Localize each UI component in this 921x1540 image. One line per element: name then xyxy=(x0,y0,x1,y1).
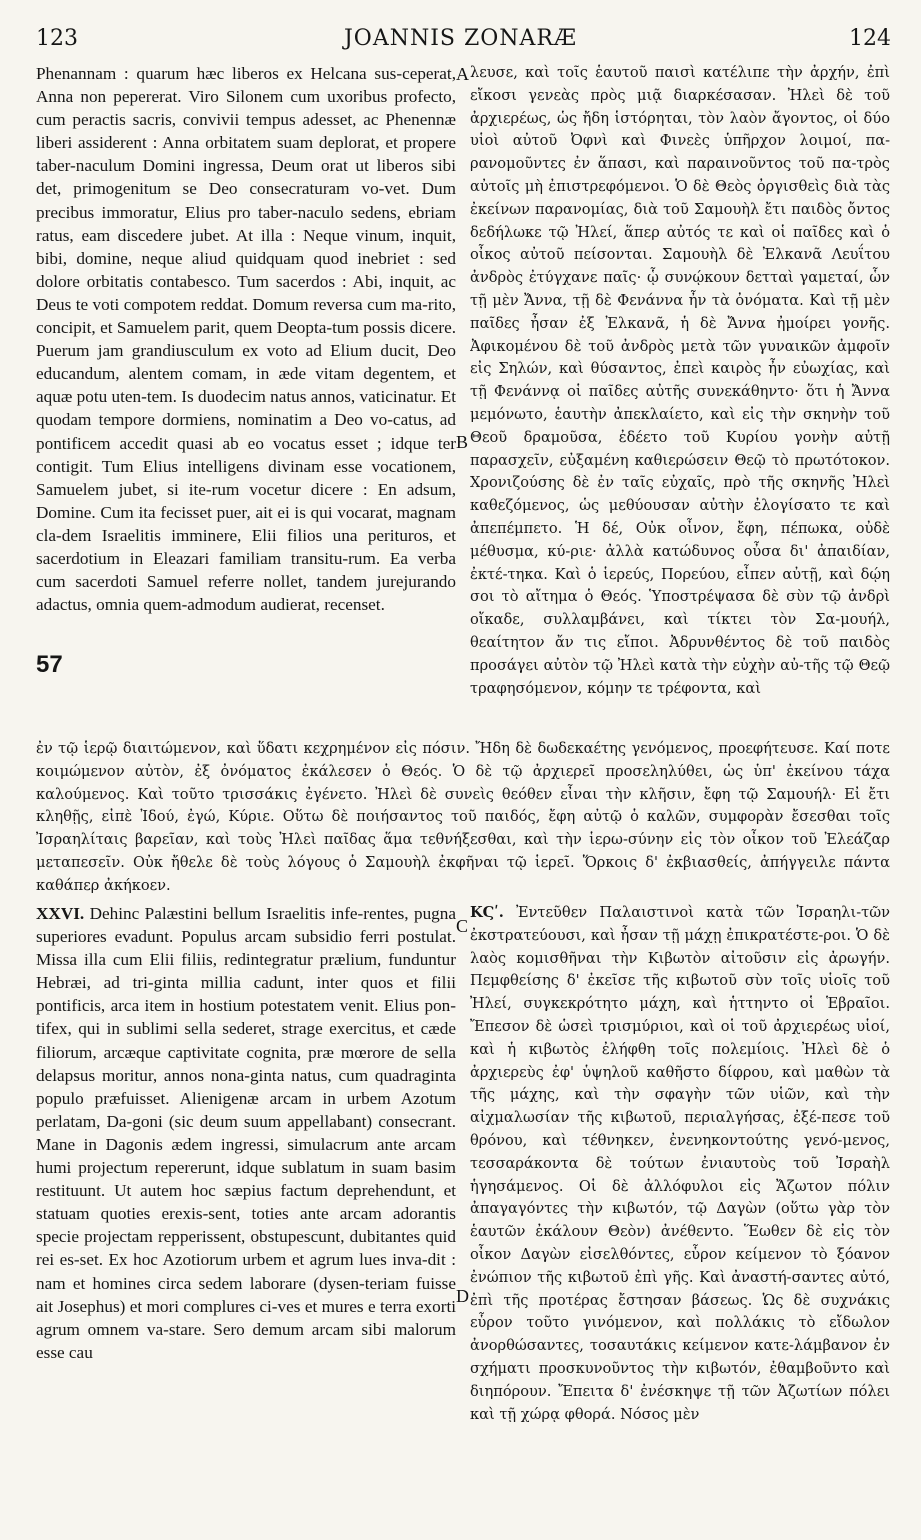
page-number-left: 123 xyxy=(36,26,78,51)
running-title: JOANNIS ZONARÆ xyxy=(343,26,578,51)
margin-letter-b: B xyxy=(456,432,469,452)
section-number-latin: XXVI. xyxy=(36,904,85,923)
page-number-right: 124 xyxy=(849,26,891,51)
greek-section-26 xyxy=(470,902,890,1426)
margin-number-57: 57 xyxy=(36,651,63,678)
greek-column-top xyxy=(470,62,890,738)
latin-section-26 xyxy=(36,902,456,1364)
latin-column-bottom xyxy=(36,902,456,1528)
greek-text-bottom: Ἐντεῦθεν Παλαιστινοὶ κατὰ τῶν Ἰσραηλι-τῶν ἐκστρατεύουσι, καὶ ἦσαν τῇ μάχῃ ἐπικρατέστε-ροι. Ὁ δὲ λαὸς κομισθῆναι τὴν Κιβωτὸν αἰτοῦσιν εἰς ἀρωγήν. Πεμφθείσης δ' ἐκεῖσε τῆς κιβωτοῦ σὺν τοῖς υἱοῖς τοῦ Ἠλεί, συγκεκρότητο μάχη, καὶ ἡττηντο οἱ Ἑβραῖοι. Ἔπεσον δὲ ὡσεὶ τρισμύριοι, καὶ οἱ τοῦ ἀρχιερέως υἱοί, καὶ ἡ κιβωτὸς ἐλήφθη τοῖς πολεμίοις. Ἠλεὶ δὲ ὁ ἀρχιερεὺς ἐφ' ὑψηλοῦ καθῆστο δίφρου, καὶ μαθὼν τὰ τῆς μάχης, καὶ τὴν σφαγὴν τῶν υἱῶν, καὶ τὴν αἰχμαλωσίαν τῆς κιβωτοῦ, περιαλγήσας, ἐξέ-πεσε τοῦ θρόνου, καὶ τέθνηκεν, ἐνενηκοντούτης γενό-μενος, τεσσαράκοντα δὲ τούτων ἐνιαυτοὺς τοῦ Ἰσραὴλ ἡγησάμενος. Οἱ δὲ ἀλλόφυλοι εἰς Ἄζωτον πόλιν ἀπαγαγόντες τὴν κιβωτόν, τῷ Δαγὼν (οὕτω γὰρ τὸν ἑαυτῶν ἐκάλουν Θεὸν) ἀνέθεντο. Ἕωθεν δὲ εἰς τὸν οἶκον Δαγὼν εἰσελθόντες, εὗρον κείμενον τὸ ξόανον ἐνώπιον τῆς κιβωτοῦ ἐπὶ γῆς. Καὶ ἀναστή-σαντες αὐτό, ἐπὶ τῆς προτέρας ἔστησαν βάσεως. Ὡς δὲ συχνάκις εὗρον τοῦτο γινόμενον, καὶ πολλάκις τὸ εἴδωλον ἀνορθώσαντες, τοσαυτάκις κείμενον κατε-λάμβανον ἐν σχήματι προσκυνοῦντος τὴν κιβωτόν, ἐθαμβοῦντο καὶ διηπόρουν. Ἔπειτα δ' ἐνέσκηψε τῇ τῶν Ἀζωτίων πόλει καὶ τῇ χώρᾳ φθορά. Νόσος μὲν xyxy=(470,904,890,1423)
latin-text-bottom: Dehinc Palæstini bellum Israelitis infe-rentes, pugna superiores evadunt. Populus arcam subsidio ferri postulat. Missa illa cum Elii filiis, redintegratur prælium, funduntur Hebræi, ad tri-ginta millia cadunt, inter quos et filii pontificis, arca item in hostium potestatem venit. Elius pon-tifex, qui in sublimi sella sederet, strage exercitus, et cæde filiorum, arcæque captivitate cognita, præ mœrore de sella delapsus moritur, annos nona-ginta natus, cum quadraginta populo præfuisset. Alienigenæ arcam in urbem Azotum perlatam, Da-goni (sic deum suum appellabant) consecrant. Mane in Dagonis ædem ingressi, simulacrum ante arcam humi projectum repererunt, idque sublatum in suam basim restituunt. Ut autem hoc sæpius factum deprehendunt, et statuam quoties erexis-sent, toties ante arcam adorantis specie projectam repperissent, obstupescunt, dubitantes quid rei es-set. Ex hoc Azotiorum urbem et agrum lues inva-dit : nam et homines circa sedem laborare (dysen-teriam fuisse ait Josephus) et mori complures ci-ves et mures e terra exorti agrum omnem va-stare. Sero demum arcam sibi malorum esse cau xyxy=(36,904,456,1362)
section-number-greek: ΚϚʹ. xyxy=(470,904,504,921)
greek-column-bottom xyxy=(470,902,890,1528)
margin-letter-c: C xyxy=(456,916,469,936)
margin-letter-d: D xyxy=(456,1286,469,1306)
greek-text-top: λευσε, καὶ τοῖς ἑαυτοῦ παισὶ κατέλιπε τὴν ἀρχήν, ἐπὶ εἴκοσι γενεὰς πρὸς μιᾷ διαρκέσασαν. Ἠλεὶ δὲ τοῦ ἀρχιερέως, ὡς ἤδη ἱστόρηται, τὸν λαὸν ἄγοντος, οἱ δύο υἱοὶ αὐτοῦ Ὀφνὶ καὶ Φινεὲς ὑπῆρχον λοιμοί, πα-ρανομοῦντες ἐν ἅπασι, καὶ παραινοῦντος τοῦ πα-τρὸς αὐτοῖς μὴ ἐπιστρεφόμενοι. Ὁ δὲ Θεὸς ὀργισθεὶς διὰ τὰς ἐκείνων παρανομίας, διὰ τοῦ Σαμουὴλ ἔτι παιδὸς ὄντος δεδήλωκε τῷ Ἠλεί, ἅπερ αὐτός τε καὶ οἱ παῖδες καὶ ὁ οἶκος αὐτοῦ πείσονται. Σαμουὴλ δὲ Ἐλκανᾶ Λευΐτου ἀνδρὸς ἐτύγχανε παῖς· ᾧ συνῴκουν δετταὶ γαμεταί, ὧν τῇ μὲν Ἄννα, τῇ δὲ Φενάννα ἦν τὰ ὀνόματα. Καὶ τῇ μὲν παῖδες ἦσαν ἐξ Ἐλκανᾶ, ἡ δὲ Ἄννα ἠμοίρει γονῆς. Ἀφικομένου δὲ τοῦ ἀνδρὸς μετὰ τῶν γυναικῶν ἀμφοῖν εἰς Σηλών, καὶ θύσαντος, ἐπεὶ καιρὸς ἦν εὐωχίας, καὶ τῇ Φενάννᾳ οἱ παῖδες αὐτῆς συνεκάθηντο· ὅτι ἡ Ἄννα μεμόνωτο, ἑαυτὴν ἀπεκλαίετο, καὶ εἰς τὴν σκηνὴν τοῦ Θεοῦ δραμοῦσα, ἐδέετο τοῦ Κυρίου γονὴν αὐτῇ παρασχεῖν, εὐξαμένη καθιερώσειν Θεῷ τὸ πρωτότοκον. Χρονιζούσης δὲ ἐν ταῖς εὐχαῖς, πρὸ τῆς σκηνῆς Ἠλεὶ καθεζόμενος, ὡς μεθύουσαν αὐτὴν ἐλογίσατο τε καὶ ἀπεπέμπετο. Ἡ δέ, Οὐκ οἶνον, ἔφη, πέπωκα, οὐδὲ μέθυσμα, κύ-ριε· ἀλλὰ κατώδυνος οὖσα δι' ἀπαιδίαν, ἐκτέ-τηκα. Καὶ ὁ ἱερεύς, Πορεύου, εἶπεν αὐτῇ, καὶ δῴη σοι τὸ αἴτημα ὁ Θεός. Ὑποστρέψασα δὲ σὺν τῷ ἀνδρὶ οἴκαδε, συλλαμβάνει, καὶ τίκτει τὸν Σα-μουήλ, θεαίτητον ἄν τις εἴποι. Ἀδρυνθέντος δὲ τοῦ παιδὸς προσάγει αὐτὸν τῷ Ἠλεὶ κατὰ τὴν εὐχὴν αὐ-τῆς τῷ Θεῷ τραφησόμενον, κόμην τε τρέφοντα, καὶ xyxy=(470,64,890,697)
greek-full-width-text xyxy=(36,738,890,898)
latin-text-top: Phenannam : quarum hæc liberos ex Helcana sus-ceperat, Anna non pepererat. Viro Silonem cum uxoribus profecto, cum peractis sacris, convivii tempus adesset, ac Phenennæ liberi assiderent : Anna orbitatem suam deplorat, et propere taber-naculum Domini ingressa, Deum orat ut liberos sibi det, primogenitum se Deo consecraturam vo-vet. Dum precibus immoratur, Elius pro taber-naculo sedens, ebriam ratus, eam discedere jubet. At illa : Neque vinum, inquit, bibi, domine, neque aliud quidquam quod inebriet : sed dolore orbitatis contabesco. Tum sacerdos : Abi, inquit, ac Deus te voti compotem reddat. Domum reversa cum ma-rito, concipit, et Samuelem parit, quem Deopta-tum possis dicere. Puerum jam grandiusculum ex voto ad Elium ducit, Deo educandum, alentem comam, in æde vitam degentem, et aquæ potu uten-tem. Is duodecim natus annos, vaticinatur. Et quodam tempore dormiens, nominatim a Deo vo-catus, ad pontificem accedit quasi ab eo vocatus esset ; idque ter contigit. Tum Elius intelligens divinam esse vocationem, Samuelem jubet, si ite-rum vocetur dicere : En adsum, Domine. Cum ita fecisset puer, ait ei is qui vocarat, magnam cla-dem Israelitis imminere, Elii filios una perituros, et sacerdotium in Eleazari familiam transitu-rum. Ea verba cum sacerdoti Samuel referre nollet, tandem jurejurando adactus, omnia quem-admodum audierat, recenset. xyxy=(36,64,456,615)
latin-column-top xyxy=(36,62,456,738)
greek-text-wide: ἐν τῷ ἱερῷ διαιτώμενον, καὶ ὕδατι κεχρημένον εἰς πόσιν. Ἤδη δὲ δωδεκαέτης γενόμενος, προεφήτευσε. Καί ποτε κοιμώμενον αὐτὸν, ἐξ ὀνόματος ἐκάλεσεν ὁ Θεός. Ὁ δὲ τῷ ἀρχιερεῖ προσεληλύθει, ὡς ὑπ' ἐκείνου τάχα καλούμενος. Καὶ τοῦτο τρισσάκις ἐγένετο. Ἠλεὶ δὲ συνεὶς θεόθεν εἶναι τὴν κλῆσιν, ἔφη τῷ Σαμουήλ· Εἰ ἔτι κληθῇς, εἰπὲ Ἰδού, ἐγώ, Κύριε. Οὕτω δὲ ποιήσαντος τοῦ παιδός, ἔφη αὐτῷ ὁ καλῶν, συμφορὰν ἔσεσθαι τοῖς Ἰσραηλίταις βαρεῖαν, καὶ τοὺς Ἠλεὶ παῖδας ἅμα τεθνήξεσθαι, καὶ τὴν ἱερω-σύνην εἰς τὸν οἶκον τοῦ Ἐλεάζαρ μεταπεσεῖν. Οὐκ ἤθελε δὲ τοὺς λόγους ὁ Σαμουὴλ ἐκφῆναι τῷ ἱερεῖ. Ὅρκοις δ' ἐκβιασθείς, ἀπήγγειλε πάντα καθάπερ ἀκήκοεν. xyxy=(36,740,890,894)
margin-letter-a: A xyxy=(456,64,469,84)
